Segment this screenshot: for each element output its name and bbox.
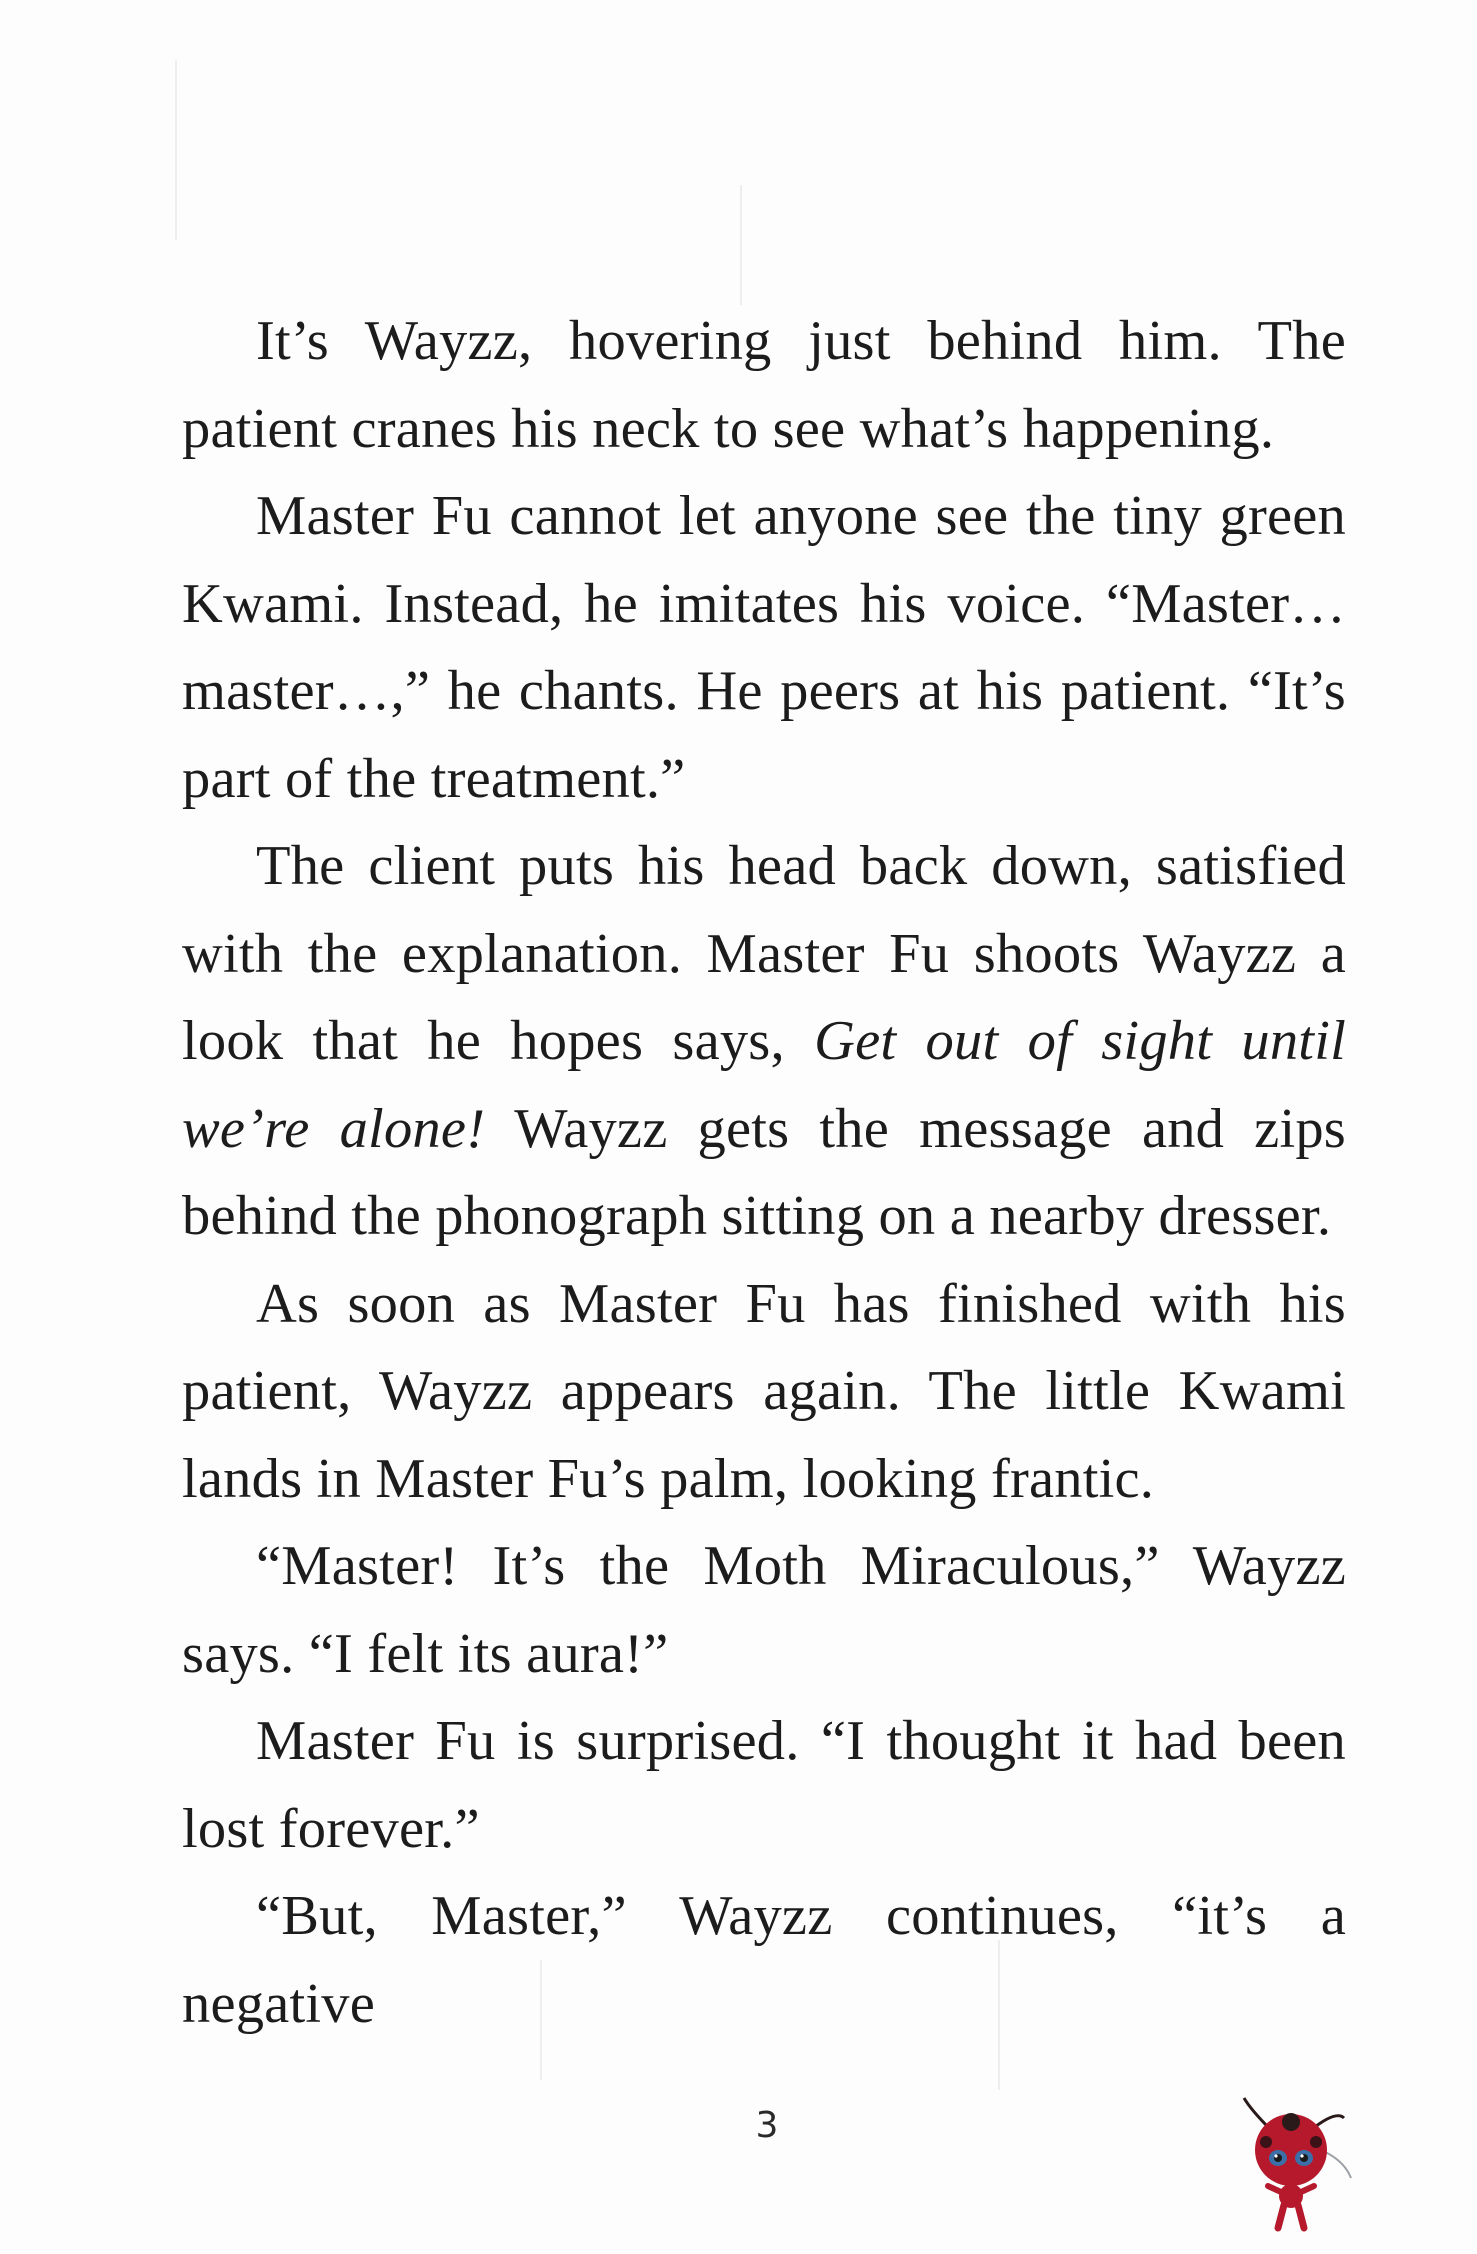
ladybug-kwami-icon [1226, 2090, 1356, 2240]
paragraph-4: As soon as Master Fu has finished with his patient, Wayzz appears again. The little Kwami lands in Master Fu’s palm, looking frantic. [182, 1272, 1346, 1510]
paragraph-1: It’s Wayzz, hovering just behind him. The patient cranes his neck to see what’s happening. [182, 310, 1346, 460]
body-text [182, 298, 1346, 2048]
paragraph-2: Master Fu cannot let anyone see the tiny green Kwami. Instead, he imitates his voice. “Master… master…,” he chants. He peers at his patient. “It’s part of the treatment.” [182, 485, 1346, 810]
paragraph-3 [182, 823, 1346, 1261]
scan-artifact [740, 185, 742, 305]
paragraph-5: “Master! It’s the Moth Miraculous,” Wayzz says. “I felt its aura!” [182, 1535, 1346, 1685]
paragraph-7: “But, Master,” Wayzz continues, “it’s a negative [182, 1885, 1346, 2035]
paragraph-3-italic: Get out of sight until we’re alone! [182, 1010, 1346, 1160]
scan-artifact [175, 60, 177, 240]
paragraph-6: Master Fu is surprised. “I thought it had been lost forever.” [182, 1710, 1346, 1860]
paragraph-3-after: Wayzz gets the message and zips behind the phonograph sitting on a nearby dresser. [182, 1097, 1346, 1247]
page-number: 3 [755, 2105, 779, 2146]
paragraph-3-before: The client puts his head back down, satisfied with the explanation. Master Fu shoots Wayzz a look that he hopes says, [182, 835, 1346, 1072]
